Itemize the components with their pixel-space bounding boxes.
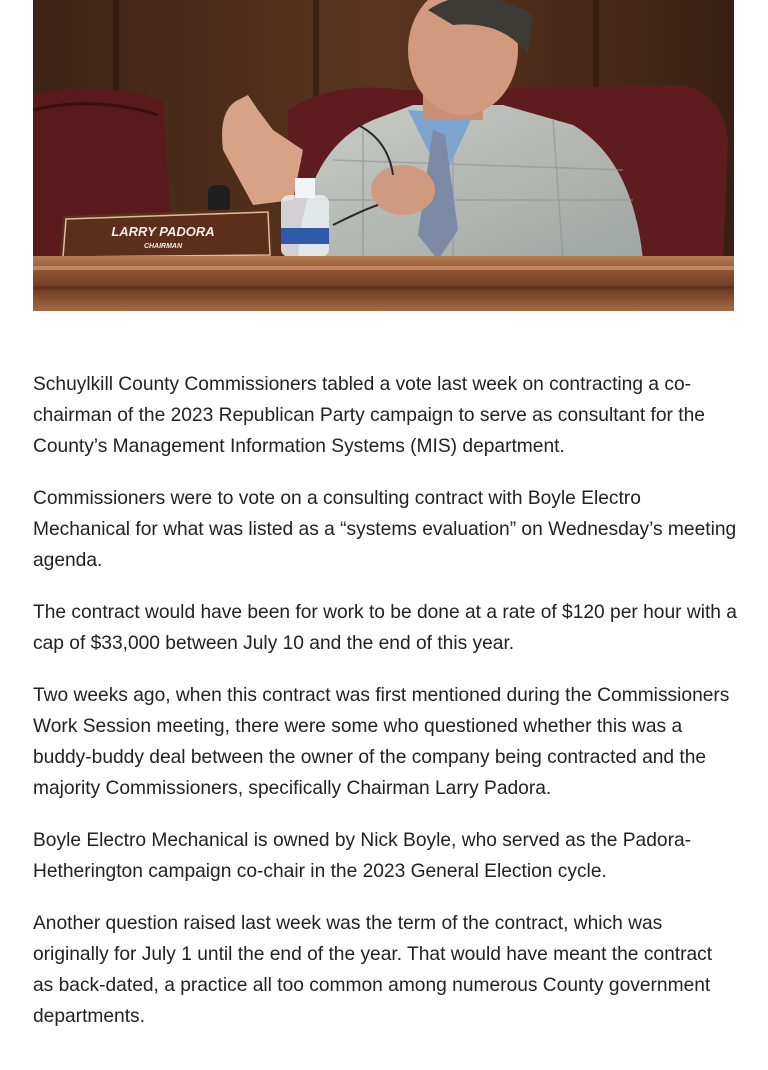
article-paragraph: Commissioners were to vote on a consulting contract with Boyle Electro Mechanical for what was listed as a “systems evaluation” on Wednesday’s meeting agenda. xyxy=(33,488,737,571)
nameplate-name: LARRY PADORA xyxy=(111,224,215,239)
article-paragraph: The contract would have been for work to be done at a rate of $120 per hour with a cap of $33,000 between July 10 and the end of this year. xyxy=(33,602,737,654)
article-photo xyxy=(33,0,734,311)
photo-illustration xyxy=(33,0,734,311)
holding-hand xyxy=(371,165,435,215)
water-bottle xyxy=(281,195,329,257)
nameplate-title: CHAIRMAN xyxy=(143,243,183,250)
article-paragraph: Boyle Electro Mechanical is owned by Nick Boyle, who served as the Padora-Hetherington campaign co-chair in the 2023 General Election cycle. xyxy=(33,830,692,882)
article-paragraph: Schuylkill County Commissioners tabled a vote last week on contracting a co-chairman of the 2023 Republican Party campaign to serve as consultant for the County’s Management Information Systems (MIS) department. xyxy=(33,374,705,457)
desk xyxy=(33,256,734,311)
article-paragraph: Two weeks ago, when this contract was first mentioned during the Commissioners Work Session meeting, there were some who questioned whether this was a buddy-buddy deal between the owner of the company being contracted and the majority Commissioners, specifically Chairman Larry Padora. xyxy=(33,685,730,799)
article-body xyxy=(33,369,737,1053)
article-paragraph: Another question raised last week was the term of the contract, which was originally for July 1 until the end of the year. That would have meant the contract as back-dated, a practice all too common among numerous County government departments. xyxy=(33,913,713,1027)
